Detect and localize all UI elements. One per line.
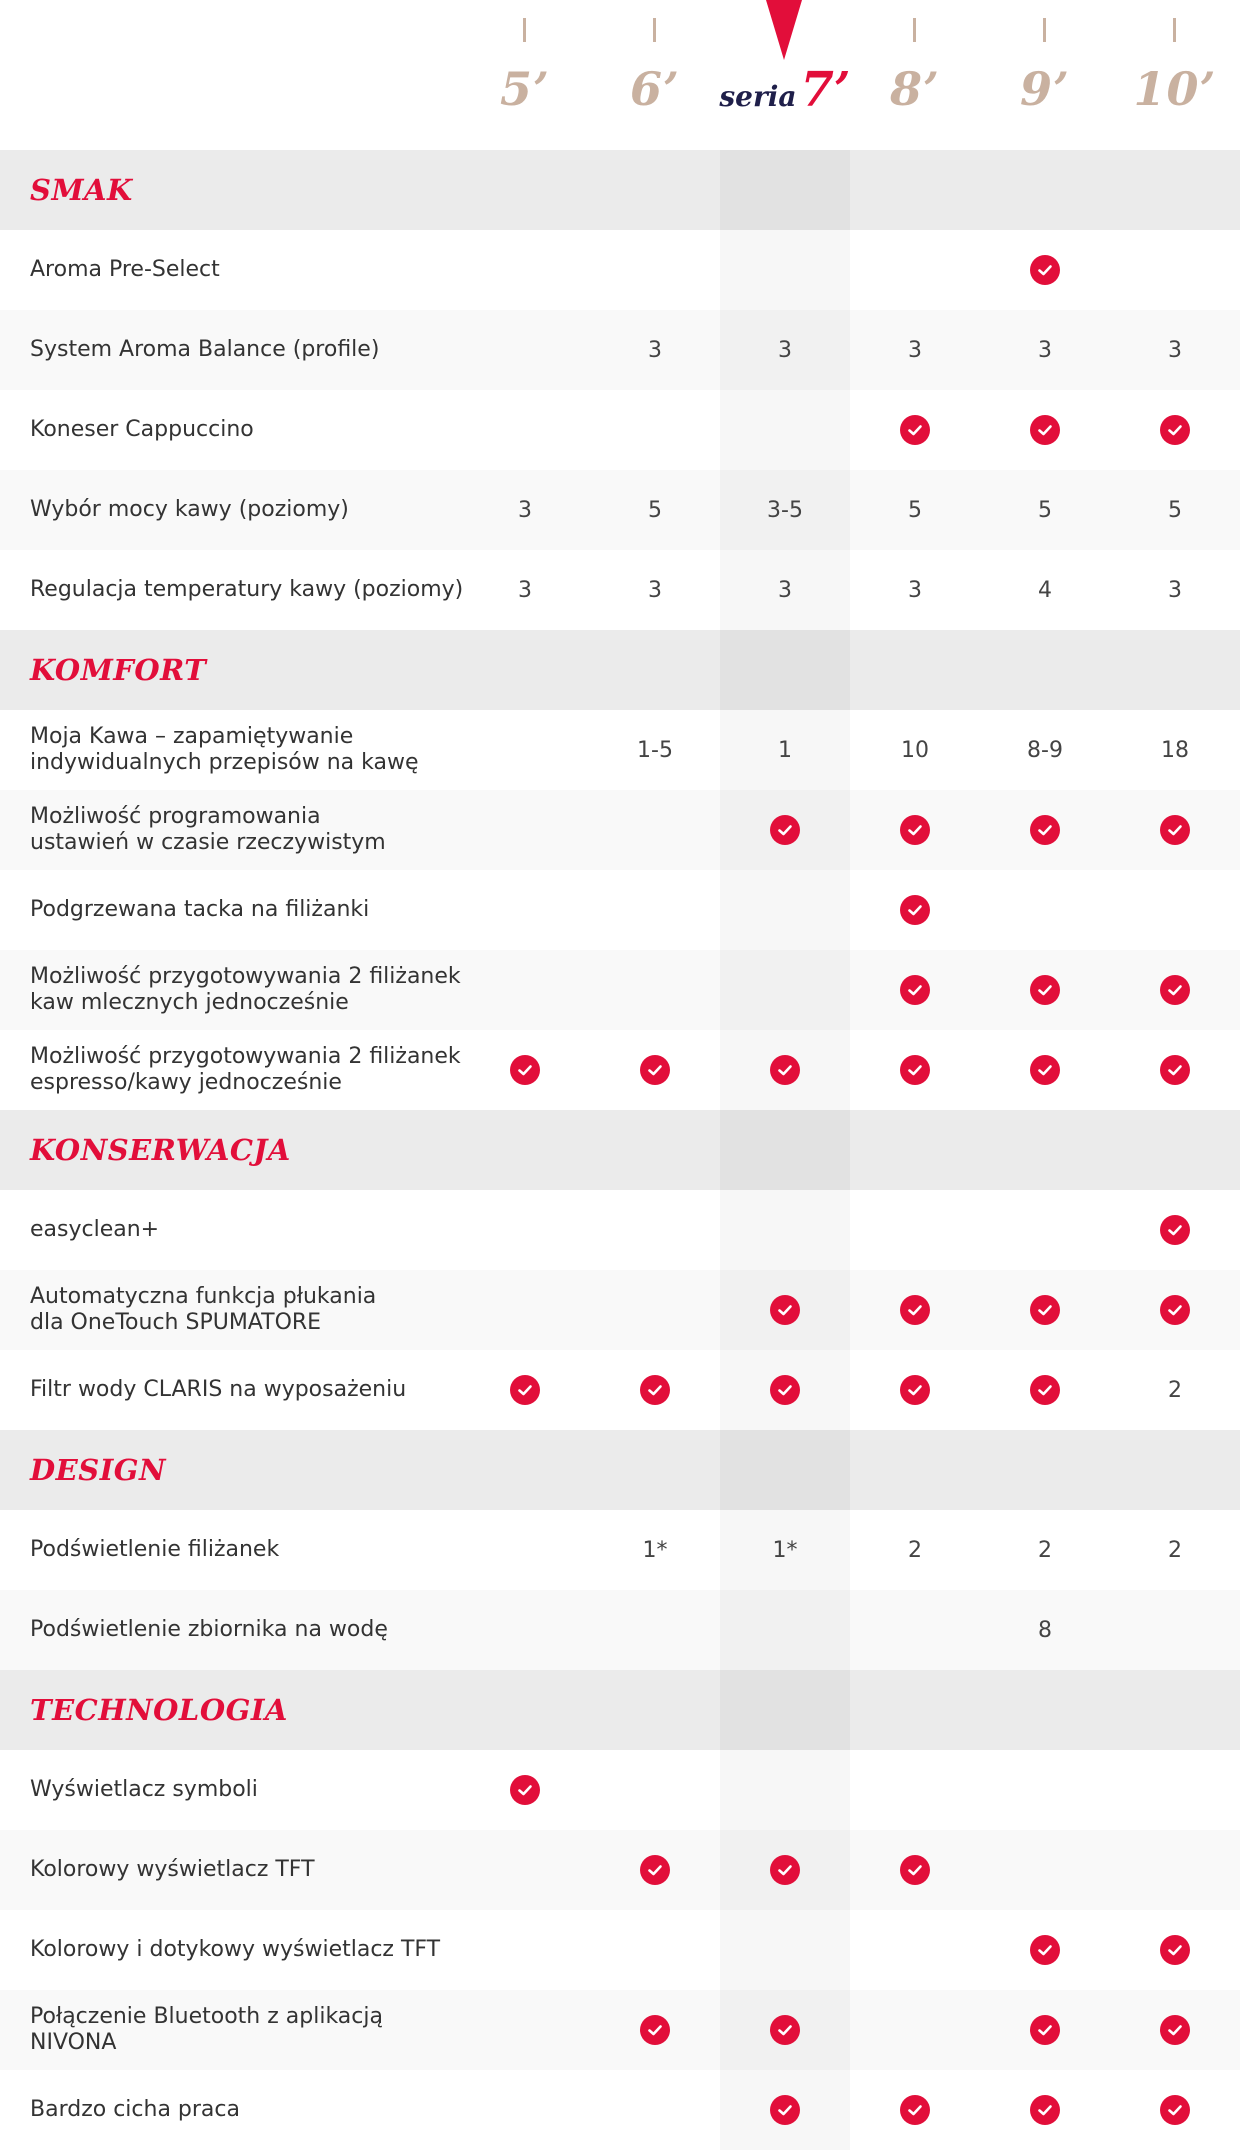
value-cell [980, 1510, 1110, 1590]
value-cell [850, 870, 980, 950]
table-row [0, 1510, 1240, 1590]
feature-label [30, 230, 470, 310]
value-cell [720, 1830, 850, 1910]
value-cell [720, 2070, 850, 2150]
value-cell [850, 1270, 980, 1350]
feature-label-line: System Aroma Balance (profile) [30, 337, 380, 362]
value-cell [720, 470, 850, 550]
value-cell [720, 550, 850, 630]
value-cell [720, 1510, 850, 1590]
value-cell [590, 1350, 720, 1430]
value-text: 5 [908, 497, 922, 523]
section-title: SMAK [30, 173, 133, 207]
feature-label-line: espresso/kawy jednocześnie [30, 1070, 342, 1095]
feature-label [30, 1830, 470, 1910]
highlight-column [720, 950, 850, 1030]
value-cell [980, 230, 1110, 310]
column-header [0, 0, 1240, 150]
check-circle-icon [1030, 255, 1060, 285]
value-cell [1110, 1270, 1240, 1350]
highlight-column [720, 390, 850, 470]
feature-label-line: Regulacja temperatury kawy (poziomy) [30, 577, 464, 602]
table-row [0, 1350, 1240, 1430]
column-number: 7’ [800, 62, 851, 118]
value-cell [1110, 1510, 1240, 1590]
value-cell [850, 950, 980, 1030]
column-tick [1173, 18, 1176, 42]
table-row [0, 310, 1240, 390]
table-row [0, 470, 1240, 550]
feature-label-line: Aroma Pre-Select [30, 257, 220, 282]
value-cell [720, 1990, 850, 2070]
value-text: 3 [908, 577, 922, 603]
section-header [0, 150, 1240, 230]
value-cell [590, 1510, 720, 1590]
value-text: 4 [1038, 577, 1052, 603]
table-row [0, 2070, 1240, 2150]
value-cell [460, 1750, 590, 1830]
value-text: 3 [518, 577, 532, 603]
value-cell [850, 710, 980, 790]
feature-label [30, 790, 470, 870]
section-title: DESIGN [30, 1453, 167, 1487]
value-text: 5 [1038, 497, 1052, 523]
check-circle-icon [900, 975, 930, 1005]
feature-label [30, 470, 470, 550]
check-circle-icon [1030, 1055, 1060, 1085]
check-circle-icon [1030, 2095, 1060, 2125]
feature-label [30, 1510, 470, 1590]
value-text: 8-9 [1027, 737, 1063, 763]
table-row [0, 1190, 1240, 1270]
check-circle-icon [1030, 2015, 1060, 2045]
value-text: 2 [1038, 1537, 1052, 1563]
feature-label [30, 2070, 470, 2150]
check-circle-icon [1160, 415, 1190, 445]
check-circle-icon [770, 815, 800, 845]
feature-label-line: Możliwość przygotowywania 2 filiżanek [30, 964, 461, 989]
feature-label-line: Wyświetlacz symboli [30, 1777, 258, 1802]
value-text: 3 [1038, 337, 1052, 363]
value-text: 3 [778, 337, 792, 363]
highlight-column [720, 150, 850, 230]
column-number: 5’ [499, 62, 551, 116]
value-text: 18 [1161, 737, 1189, 763]
check-circle-icon [1030, 815, 1060, 845]
value-cell [850, 2070, 980, 2150]
feature-label [30, 1190, 470, 1270]
feature-label-line: Bardzo cicha praca [30, 2097, 240, 2122]
check-circle-icon [770, 1855, 800, 1885]
column-tick [653, 18, 656, 42]
check-circle-icon [770, 2015, 800, 2045]
section-header [0, 1670, 1240, 1750]
feature-label-line: Filtr wody CLARIS na wyposażeniu [30, 1377, 407, 1402]
value-cell [590, 1990, 720, 2070]
value-cell [980, 950, 1110, 1030]
column-number: 8’ [889, 62, 941, 116]
feature-label-line: Wybór mocy kawy (poziomy) [30, 497, 349, 522]
column-number: 6’ [629, 62, 681, 116]
check-circle-icon [900, 815, 930, 845]
feature-label-line: Podgrzewana tacka na filiżanki [30, 897, 370, 922]
check-circle-icon [1160, 2015, 1190, 2045]
column-number: 10’ [1133, 62, 1217, 116]
value-cell [980, 1350, 1110, 1430]
check-circle-icon [640, 1055, 670, 1085]
value-cell [850, 1350, 980, 1430]
column-number: 9’ [1019, 62, 1071, 116]
table-row [0, 550, 1240, 630]
column-head-3 [720, 0, 850, 150]
feature-label-line: Kolorowy i dotykowy wyświetlacz TFT [30, 1937, 441, 1962]
check-circle-icon [640, 1855, 670, 1885]
check-circle-icon [1030, 1375, 1060, 1405]
value-cell [460, 470, 590, 550]
value-cell [720, 1270, 850, 1350]
column-tick [913, 18, 916, 42]
value-text: 2 [1168, 1377, 1182, 1403]
value-cell [1110, 1990, 1240, 2070]
value-cell [980, 550, 1110, 630]
check-circle-icon [1160, 2095, 1190, 2125]
feature-label-line: indywidualnych przepisów na kawę [30, 750, 419, 775]
value-cell [980, 390, 1110, 470]
check-circle-icon [1160, 1215, 1190, 1245]
feature-label-line: Podświetlenie filiżanek [30, 1537, 280, 1562]
value-cell [720, 710, 850, 790]
table-row [0, 1910, 1240, 1990]
feature-label-line: Kolorowy wyświetlacz TFT [30, 1857, 315, 1882]
value-cell [980, 310, 1110, 390]
check-circle-icon [900, 415, 930, 445]
check-circle-icon [1030, 1935, 1060, 1965]
highlight-column [720, 870, 850, 950]
check-circle-icon [900, 1055, 930, 1085]
value-text: 3 [908, 337, 922, 363]
check-circle-icon [1160, 1935, 1190, 1965]
value-cell [590, 310, 720, 390]
value-cell [1110, 1350, 1240, 1430]
feature-label [30, 710, 470, 790]
check-circle-icon [900, 1375, 930, 1405]
table-row [0, 950, 1240, 1030]
value-cell [1110, 390, 1240, 470]
highlight-column [720, 230, 850, 310]
value-cell [1110, 950, 1240, 1030]
table-row [0, 1830, 1240, 1910]
feature-label-line: kaw mlecznych jednocześnie [30, 990, 349, 1015]
feature-label-line: dla OneTouch SPUMATORE [30, 1310, 322, 1335]
check-circle-icon [900, 895, 930, 925]
check-circle-icon [640, 2015, 670, 2045]
check-circle-icon [1030, 415, 1060, 445]
value-cell [1110, 1030, 1240, 1110]
section-header [0, 1430, 1240, 1510]
value-cell [590, 550, 720, 630]
check-circle-icon [900, 1295, 930, 1325]
value-text: 3 [648, 337, 662, 363]
value-text: 1* [772, 1537, 798, 1563]
value-text: 3 [1168, 337, 1182, 363]
feature-label [30, 1910, 470, 1990]
column-head-1 [460, 0, 590, 150]
value-cell [1110, 1910, 1240, 1990]
feature-label-line: easyclean+ [30, 1217, 160, 1242]
value-text: 5 [648, 497, 662, 523]
value-text: 3-5 [767, 497, 803, 523]
value-cell [1110, 550, 1240, 630]
highlight-column [720, 1110, 850, 1190]
value-cell [980, 1910, 1110, 1990]
value-text: 1 [778, 737, 792, 763]
feature-label [30, 390, 470, 470]
check-circle-icon [1160, 1055, 1190, 1085]
check-circle-icon [770, 1295, 800, 1325]
column-head-4 [850, 0, 980, 150]
feature-label [30, 1350, 470, 1430]
value-cell [980, 2070, 1110, 2150]
value-text: 1-5 [637, 737, 673, 763]
check-circle-icon [1160, 975, 1190, 1005]
series-prefix: seria [719, 80, 797, 113]
value-text: 2 [908, 1537, 922, 1563]
check-circle-icon [510, 1375, 540, 1405]
value-cell [720, 790, 850, 870]
check-circle-icon [1160, 1295, 1190, 1325]
section-title: TECHNOLOGIA [30, 1693, 288, 1727]
value-text: 1* [642, 1537, 668, 1563]
value-cell [980, 470, 1110, 550]
table-row [0, 1750, 1240, 1830]
value-cell [980, 1030, 1110, 1110]
check-circle-icon [770, 1375, 800, 1405]
check-circle-icon [640, 1375, 670, 1405]
value-cell [460, 1350, 590, 1430]
value-text: 5 [1168, 497, 1182, 523]
table-row [0, 1590, 1240, 1670]
value-text: 3 [778, 577, 792, 603]
feature-label [30, 1590, 470, 1670]
feature-label-line: Podświetlenie zbiornika na wodę [30, 1617, 388, 1642]
section-title: KOMFORT [30, 653, 207, 687]
feature-label [30, 1750, 470, 1830]
feature-label-line: Możliwość przygotowywania 2 filiżanek [30, 1044, 461, 1069]
value-cell [980, 1590, 1110, 1670]
value-text: 3 [1168, 577, 1182, 603]
table-row [0, 1030, 1240, 1110]
value-cell [850, 1830, 980, 1910]
value-cell [460, 1030, 590, 1110]
value-cell [1110, 710, 1240, 790]
value-text: 10 [901, 737, 929, 763]
feature-label-line: Połączenie Bluetooth z aplikacją NIVONA [30, 2004, 383, 2055]
table-row [0, 870, 1240, 950]
value-cell [1110, 2070, 1240, 2150]
column-tick [523, 18, 526, 42]
value-text: 3 [518, 497, 532, 523]
highlight-column [720, 1190, 850, 1270]
value-text: 8 [1038, 1617, 1052, 1643]
check-circle-icon [510, 1775, 540, 1805]
column-title [700, 62, 870, 118]
check-circle-icon [1030, 1295, 1060, 1325]
feature-label-line: ustawień w czasie rzeczywistym [30, 830, 386, 855]
value-cell [590, 1830, 720, 1910]
value-cell [850, 1030, 980, 1110]
highlight-column [720, 1430, 850, 1510]
feature-label [30, 550, 470, 630]
check-circle-icon [900, 1855, 930, 1885]
table-row [0, 230, 1240, 310]
table-row [0, 710, 1240, 790]
highlight-column [720, 1750, 850, 1830]
value-cell [850, 790, 980, 870]
value-cell [590, 1030, 720, 1110]
value-cell [720, 1350, 850, 1430]
value-cell [1110, 310, 1240, 390]
check-circle-icon [770, 1055, 800, 1085]
feature-label [30, 950, 470, 1030]
feature-label-line: Możliwość programowania [30, 804, 321, 829]
value-cell [850, 470, 980, 550]
table-row [0, 1990, 1240, 2070]
value-cell [980, 1990, 1110, 2070]
check-circle-icon [770, 2095, 800, 2125]
feature-label [30, 310, 470, 390]
highlight-column [720, 630, 850, 710]
value-cell [980, 710, 1110, 790]
table-row [0, 390, 1240, 470]
column-head-5 [980, 0, 1110, 150]
check-circle-icon [1160, 815, 1190, 845]
column-head-6 [1110, 0, 1240, 150]
check-circle-icon [510, 1055, 540, 1085]
value-cell [460, 550, 590, 630]
table-row [0, 790, 1240, 870]
comparison-table [0, 150, 1240, 2150]
feature-label [30, 1030, 470, 1110]
value-cell [850, 1510, 980, 1590]
feature-label [30, 1990, 470, 2070]
highlight-column [720, 1670, 850, 1750]
feature-label [30, 870, 470, 950]
feature-label-line: Moja Kawa – zapamiętywanie [30, 724, 354, 749]
value-cell [1110, 790, 1240, 870]
highlight-column [720, 1910, 850, 1990]
value-cell [590, 470, 720, 550]
value-cell [980, 1270, 1110, 1350]
active-column-arrow-icon [766, 0, 802, 60]
value-cell [980, 790, 1110, 870]
value-cell [720, 1030, 850, 1110]
feature-label-line: Automatyczna funkcja płukania [30, 1284, 377, 1309]
feature-label-line: Koneser Cappuccino [30, 417, 254, 442]
column-tick [1043, 18, 1046, 42]
value-cell [590, 710, 720, 790]
section-header [0, 1110, 1240, 1190]
value-cell [1110, 470, 1240, 550]
section-title: KONSERWACJA [30, 1133, 291, 1167]
table-row [0, 1270, 1240, 1350]
check-circle-icon [1030, 975, 1060, 1005]
feature-label [30, 1270, 470, 1350]
check-circle-icon [900, 2095, 930, 2125]
highlight-column [720, 1590, 850, 1670]
value-text: 2 [1168, 1537, 1182, 1563]
value-cell [1110, 1190, 1240, 1270]
value-text: 3 [648, 577, 662, 603]
value-cell [720, 310, 850, 390]
value-cell [850, 310, 980, 390]
value-cell [850, 390, 980, 470]
value-cell [850, 550, 980, 630]
section-header [0, 630, 1240, 710]
